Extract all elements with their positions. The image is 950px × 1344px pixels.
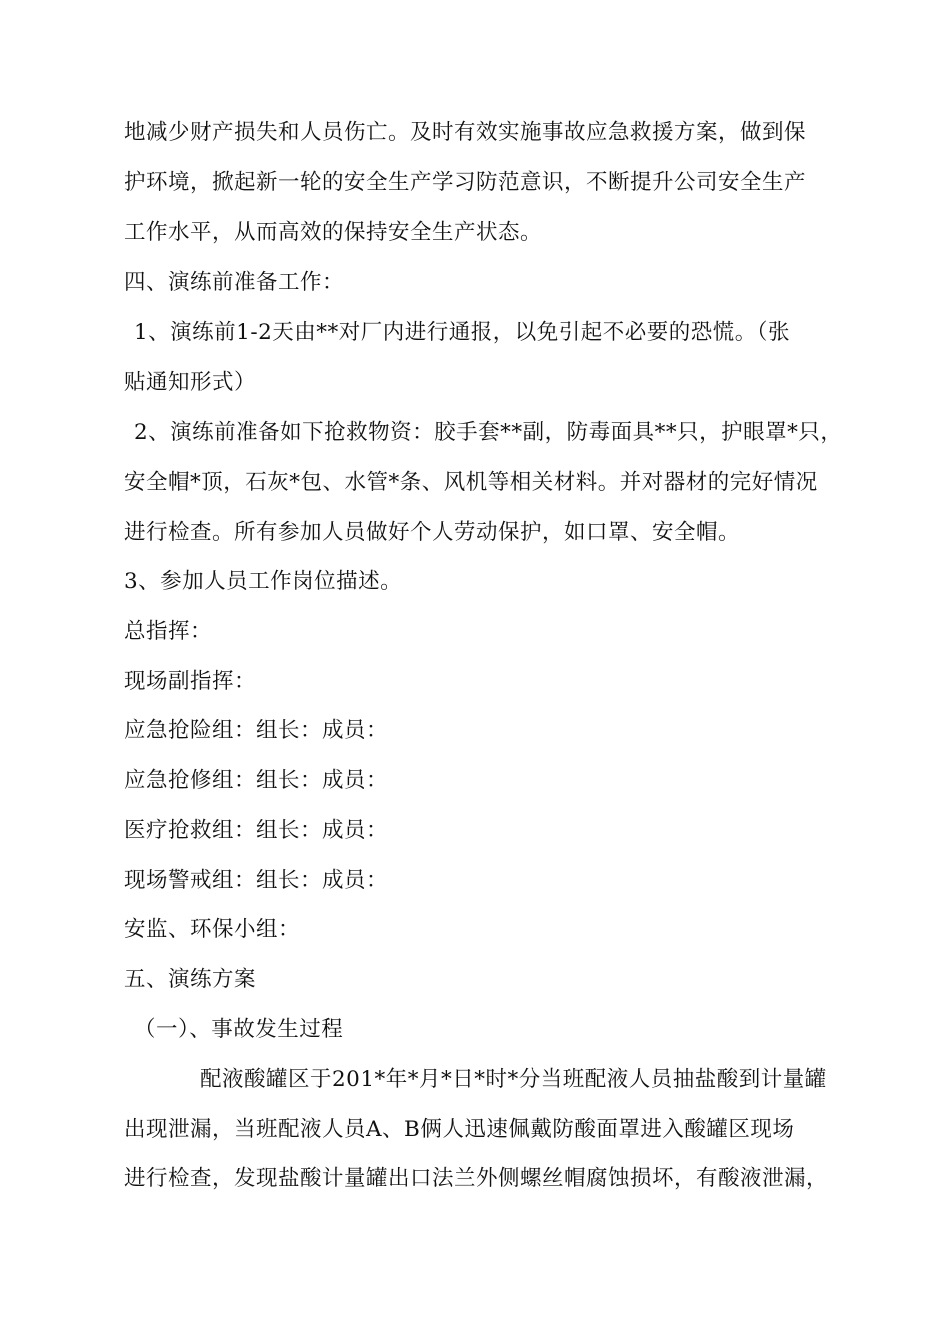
role-line: 应急抢修组：组长：成员： — [124, 768, 389, 793]
role-line: 现场警戒组：组长：成员： — [124, 868, 389, 893]
role-line: 现场副指挥： — [124, 669, 257, 694]
paragraph-line: 进行检查，发现盐酸计量罐出口法兰外侧螺丝帽腐蚀损坏，有酸液泄漏， — [124, 1166, 829, 1191]
role-line: 应急抢险组：组长：成员： — [124, 718, 389, 743]
list-item-1-continued: 贴通知形式） — [124, 370, 257, 395]
list-item-1: 1、演练前1-2天由**对厂内进行通报，以免引起不必要的恐慌。（张 — [134, 320, 791, 345]
list-item-2-continued: 进行检查。所有参加人员做好个人劳动保护，如口罩、安全帽。 — [124, 520, 741, 545]
section-heading-5: 五、演练方案 — [124, 967, 257, 992]
subsection-heading: （一）、事故发生过程 — [134, 1017, 344, 1042]
body-text-line: 地减少财产损失和人员伤亡。及时有效实施事故应急救援方案，做到保 — [124, 120, 807, 145]
role-line: 安监、环保小组： — [124, 917, 301, 942]
list-item-3: 3、参加人员工作岗位描述。 — [124, 569, 403, 594]
body-text-line: 工作水平，从而高效的保持安全生产状态。 — [124, 220, 543, 245]
section-heading-4: 四、演练前准备工作： — [124, 270, 345, 295]
paragraph-line: 出现泄漏，当班配液人员A、B俩人迅速佩戴防酸面罩进入酸罐区现场 — [124, 1117, 795, 1142]
list-item-2-continued: 安全帽*顶，石灰*包、水管*条、风机等相关材料。并对器材的完好情况 — [124, 470, 818, 495]
role-line: 总指挥： — [124, 619, 213, 644]
list-item-2: 2、演练前准备如下抢救物资：胶手套**副，防毒面具**只，护眼罩*只， — [134, 420, 843, 445]
body-text-line: 护环境，掀起新一轮的安全生产学习防范意识，不断提升公司安全生产 — [124, 170, 807, 195]
role-line: 医疗抢救组：组长：成员： — [124, 818, 389, 843]
paragraph-line: 配液酸罐区于201*年*月*日*时*分当班配液人员抽盐酸到计量罐 — [200, 1067, 827, 1092]
